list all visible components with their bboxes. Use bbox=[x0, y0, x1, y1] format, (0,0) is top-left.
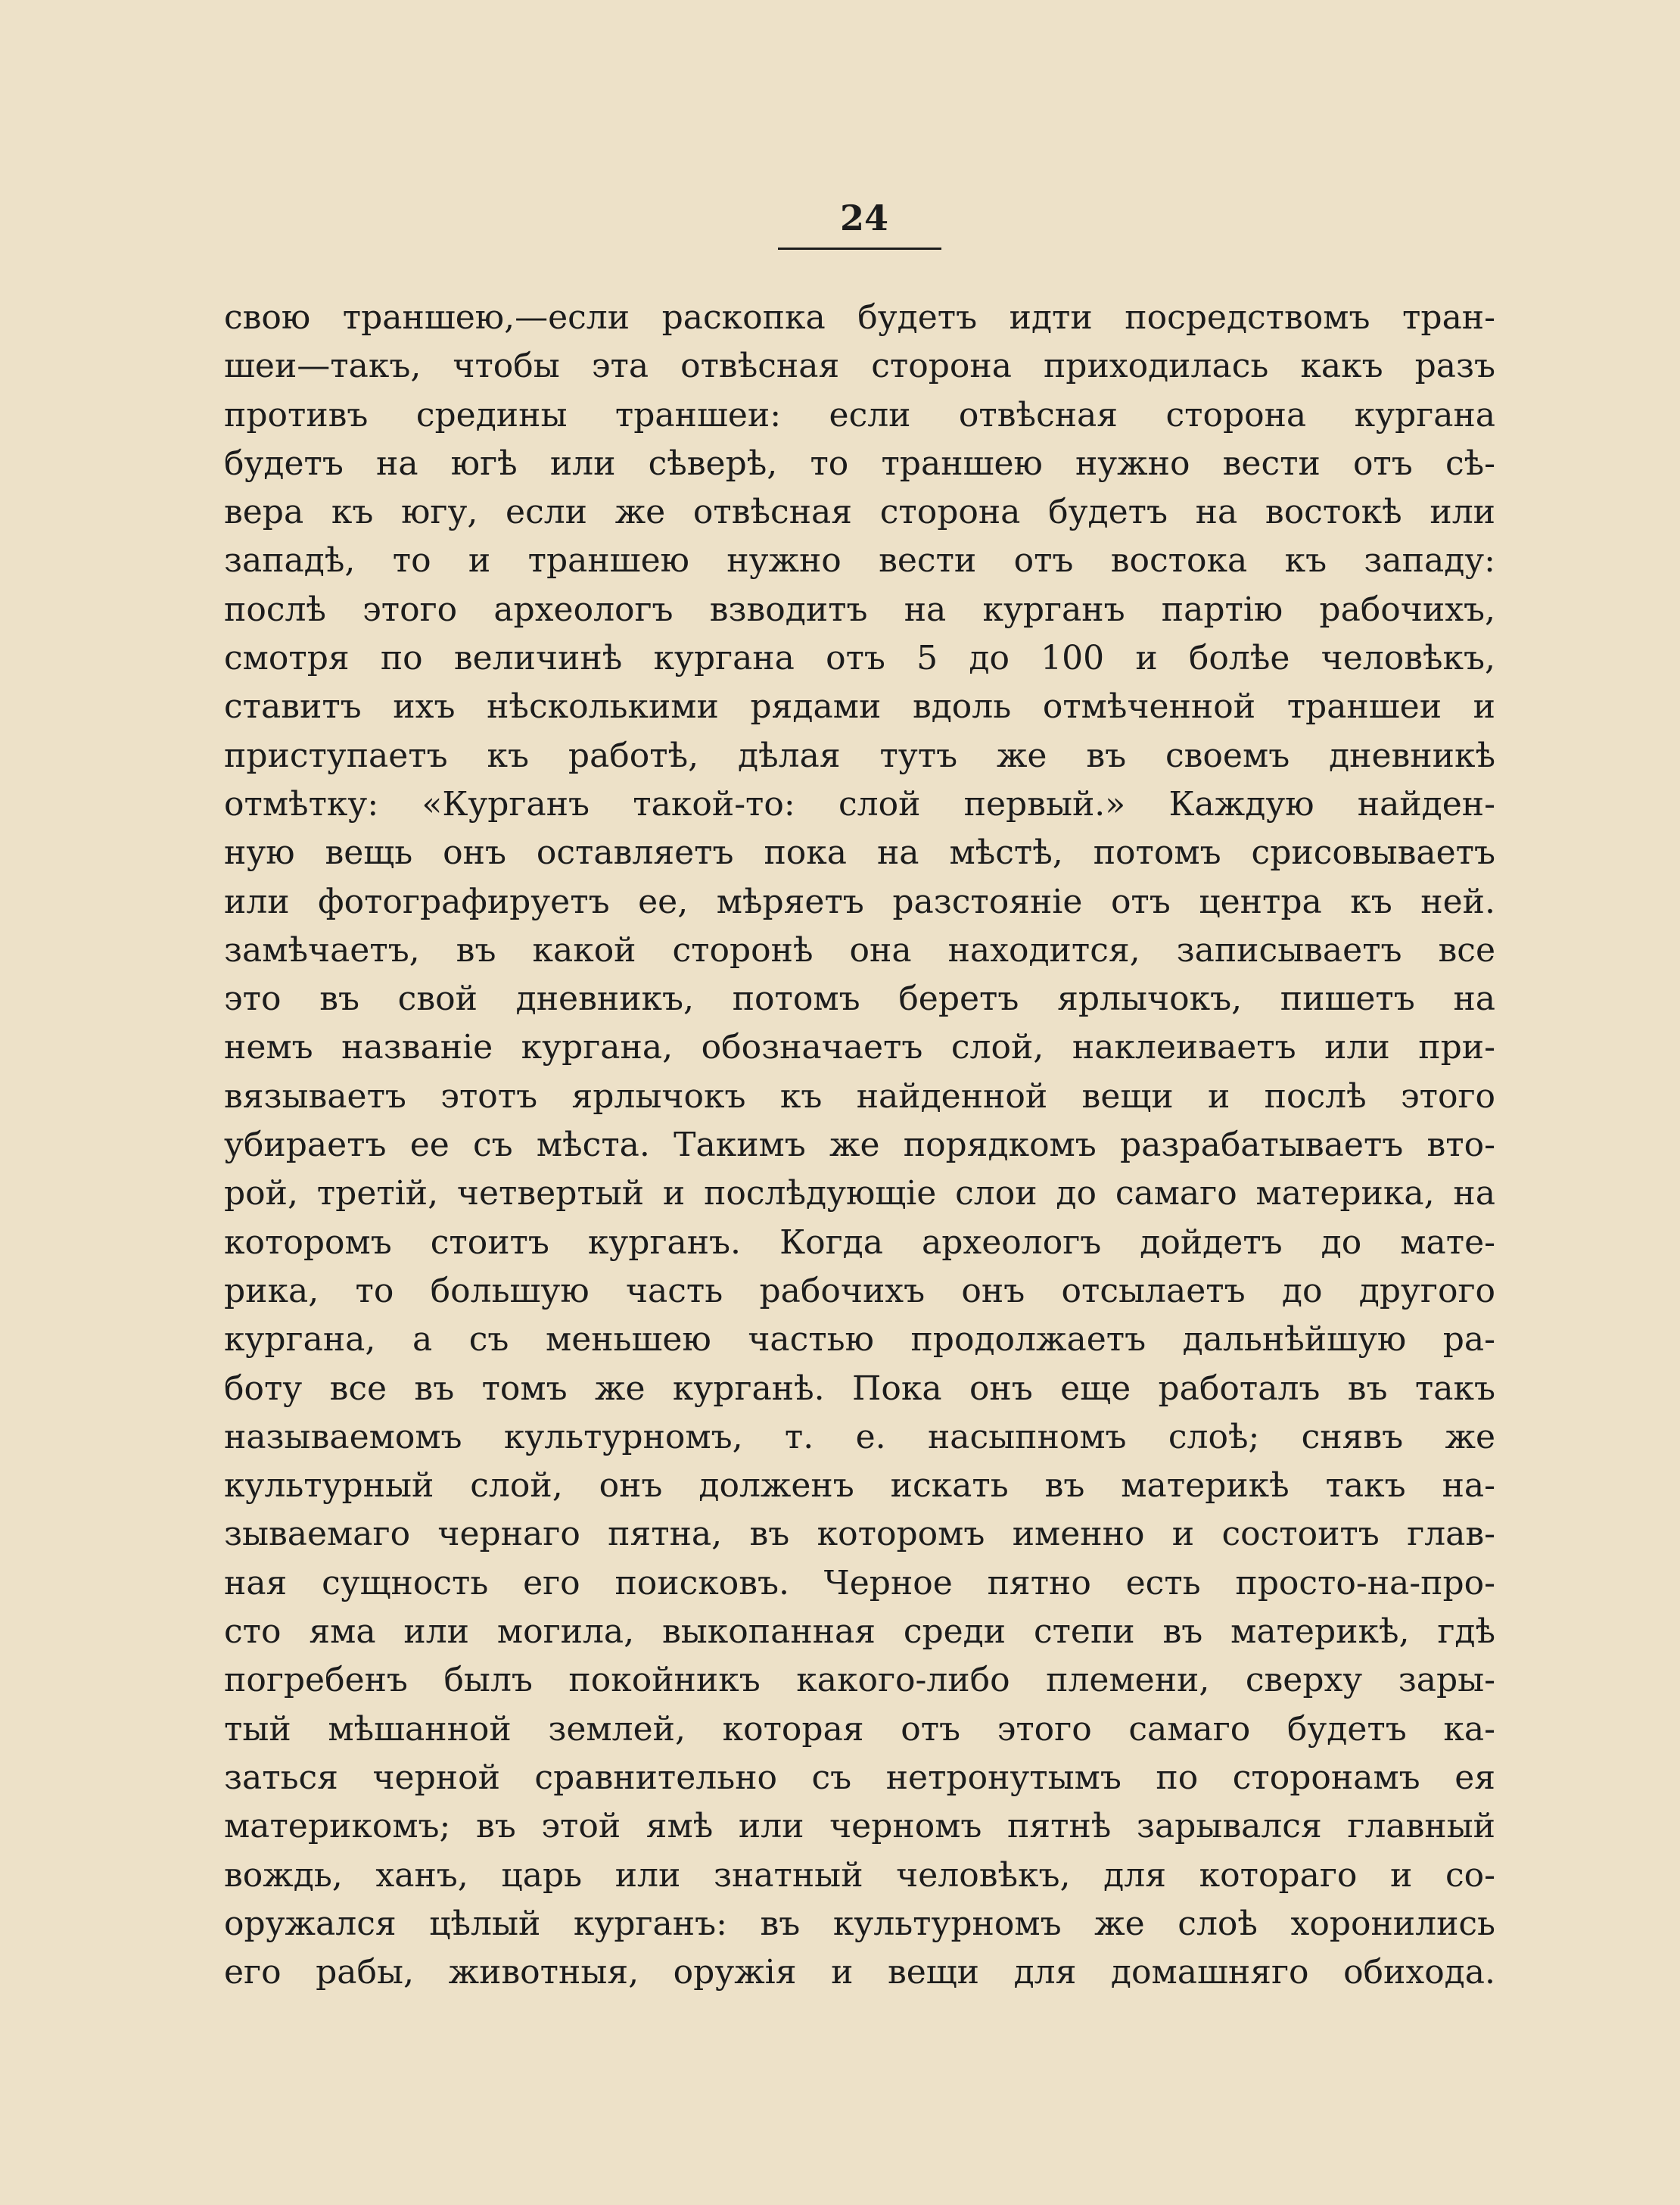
text-line: называемомъ культурномъ, т. е. насыпномъ слоѣ; снявъ же bbox=[224, 1417, 1495, 1456]
text-line: противъ средины траншеи: если отвѣсная сторона кургана bbox=[224, 395, 1495, 434]
text-line: свою траншею,—если раскопка будетъ идти посредствомъ тран- bbox=[224, 298, 1495, 337]
text-line: немъ названіе кургана, обозначаетъ слой, наклеиваетъ или при- bbox=[224, 1028, 1495, 1067]
text-line: вязываетъ этотъ ярлычокъ къ найденной вещи и послѣ этого bbox=[224, 1076, 1495, 1116]
text-line: оружался цѣлый курганъ: въ культурномъ же слоѣ хоронились bbox=[224, 1904, 1495, 1943]
text-line: вождь, ханъ, царь или знатный человѣкъ, для котораго и со- bbox=[224, 1855, 1495, 1895]
body-text bbox=[224, 294, 1495, 1997]
text-line: кургана, а съ меньшею частью продолжаетъ дальнѣйшую ра- bbox=[224, 1320, 1495, 1359]
text-line: рой, третій, четвертый и послѣдующіе слои до самаго материка, на bbox=[224, 1174, 1495, 1213]
page-number-rule bbox=[778, 248, 941, 250]
text-line: его рабы, животныя, оружія и вещи для домашняго обихода. bbox=[224, 1953, 1495, 1992]
text-line: смотря по величинѣ кургана отъ 5 до 100 и болѣе человѣкъ, bbox=[224, 639, 1495, 678]
text-line: замѣчаетъ, въ какой сторонѣ она находится, записываетъ все bbox=[224, 930, 1495, 970]
page-number: 24 bbox=[840, 198, 889, 238]
text-line: будетъ на югѣ или сѣверѣ, то траншею нужно вести отъ сѣ- bbox=[224, 444, 1495, 483]
text-line: сто яма или могила, выкопанная среди степи въ материкѣ, гдѣ bbox=[224, 1612, 1495, 1652]
text-line: послѣ этого археологъ взводитъ на курганъ партію рабочихъ, bbox=[224, 590, 1495, 629]
text-line: отмѣтку: «Курганъ такой-то: слой первый.» Каждую найден- bbox=[224, 784, 1495, 824]
text-line: заться черной сравнительно съ нетронутымъ по сторонамъ ея bbox=[224, 1758, 1495, 1797]
text-line: рика, то большую часть рабочихъ онъ отсылаетъ до другого bbox=[224, 1271, 1495, 1310]
text-line: зываемаго чернаго пятна, въ которомъ именно и состоитъ глав- bbox=[224, 1515, 1495, 1554]
text-line: это въ свой дневникъ, потомъ беретъ ярлычокъ, пишетъ на bbox=[224, 979, 1495, 1019]
text-line: материкомъ; въ этой ямѣ или черномъ пятнѣ зарывался главный bbox=[224, 1807, 1495, 1846]
text-line: ставитъ ихъ нѣсколькими рядами вдоль отмѣченной траншеи и bbox=[224, 687, 1495, 727]
text-line: ную вещь онъ оставляетъ пока на мѣстѣ, потомъ срисовываетъ bbox=[224, 833, 1495, 873]
text-line: или фотографируетъ ее, мѣряетъ разстояніе отъ центра къ ней. bbox=[224, 882, 1495, 921]
text-line: вера къ югу, если же отвѣсная сторона будетъ на востокѣ или bbox=[224, 493, 1495, 532]
text-line: шеи—такъ, чтобы эта отвѣсная сторона приходилась какъ разъ bbox=[224, 347, 1495, 386]
text-line: которомъ стоитъ курганъ. Когда археологъ дойдетъ до мате- bbox=[224, 1222, 1495, 1262]
text-line: приступаетъ къ работѣ, дѣлая тутъ же въ своемъ дневникѣ bbox=[224, 736, 1495, 775]
text-line: культурный слой, онъ долженъ искать въ материкѣ такъ на- bbox=[224, 1466, 1495, 1506]
text-line: убираетъ ее съ мѣста. Такимъ же порядкомъ разрабатываетъ вто- bbox=[224, 1126, 1495, 1165]
text-line: погребенъ былъ покойникъ какого-либо племени, сверху зары- bbox=[224, 1661, 1495, 1700]
text-line: западѣ, то и траншею нужно вести отъ востока къ западу: bbox=[224, 541, 1495, 581]
text-line: ная сущность его поисковъ. Черное пятно есть просто-на-про- bbox=[224, 1563, 1495, 1602]
text-line: боту все въ томъ же курганѣ. Пока онъ еще работалъ въ такъ bbox=[224, 1369, 1495, 1408]
text-line: тый мѣшанной землей, которая отъ этого самаго будетъ ка- bbox=[224, 1709, 1495, 1749]
